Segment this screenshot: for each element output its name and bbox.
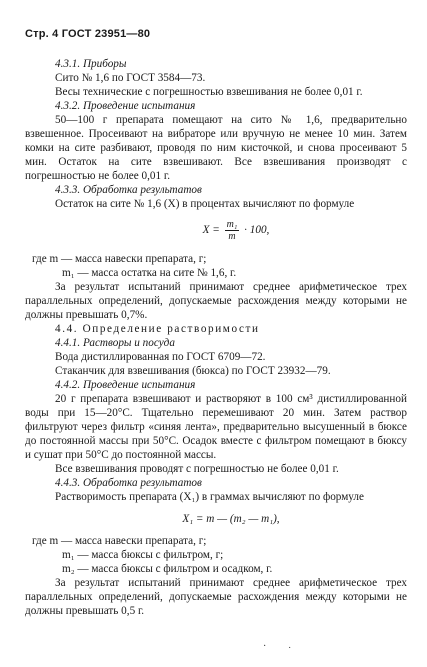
scales-line: Весы технические с погрешностью взвешивания не более 0,01 г. bbox=[55, 86, 363, 98]
section-4-3-1-heading: 4.3.1. Приборы bbox=[55, 58, 127, 70]
section-4-4-2-text: 20 г препарата взвешивают и растворяют в 100 см³ дистиллированной воды при 15—20°С. Тщательно перемешивают 20 мин. Затем раствор фильтруют через фильтр «синяя лента», предварительно высушенный в бюксе до постоянной массы при 50°С. Осадок вместе с фильтром помещают в бюксу и сушат при 50°С до постоянной массы. bbox=[25, 393, 407, 461]
formula-tail: · 100, bbox=[244, 224, 270, 237]
beaker-line: Стаканчик для взвешивания (бюкса) по ГОСТ 23932—79. bbox=[55, 365, 331, 377]
section-4-3-3-intro: Остаток на сите № 1,6 (X) в процентах вычисляют по формуле bbox=[55, 198, 355, 210]
formula-fraction bbox=[225, 219, 240, 242]
section-4-3-2-heading: 4.3.2. Проведение испытания bbox=[55, 100, 196, 112]
section-4-4-heading: 4.4. Определение растворимости bbox=[55, 323, 260, 335]
weighing-line: Все взвешивания проводят с погрешностью не более 0,01 г. bbox=[55, 463, 339, 475]
section-4-4-3-intro: Растворимость препарата (X₁) в граммах вычисляют по формуле bbox=[55, 491, 364, 503]
section-4-4-3-heading: 4.4.3. Обработка результатов bbox=[55, 477, 202, 489]
section-4-4-3-result: За результат испытаний принимают среднее арифметическое трех параллельных определений, допускаемые расхождения между которыми не должны превышать 0,5 г. bbox=[25, 577, 407, 617]
section-4-3-3-result: За результат испытаний принимают среднее арифметическое трех параллельных определений, допускаемые расхождения между которыми не должны превышать 0,7%. bbox=[25, 281, 407, 321]
where-m-line: где m — масса навески препарата, г; bbox=[32, 253, 207, 265]
section-4-4-1-heading: 4.4.1. Растворы и посуда bbox=[55, 337, 175, 349]
page-header: Стр. 4 ГОСТ 23951—80 bbox=[25, 28, 151, 40]
sieve-line: Сито № 1,6 по ГОСТ 3584—73. bbox=[55, 72, 206, 84]
where-m2-line: m₂ — масса бюксы с фильтром и осадком, г. bbox=[62, 563, 273, 575]
where-m1-line: m₁ — масса остатка на сите № 1,6, г. bbox=[62, 267, 237, 279]
section-4-3-3-heading: 4.3.3. Обработка результатов bbox=[55, 184, 202, 196]
scan-speck: · bbox=[263, 641, 267, 652]
document-body bbox=[25, 57, 407, 618]
scan-speck-2: ˙ bbox=[288, 646, 292, 657]
formula-numerator: m₁ bbox=[226, 219, 238, 230]
where-m-line-2: где m — масса навески препарата, г; bbox=[32, 535, 207, 547]
where-m1-line-2: m₁ — масса бюксы с фильтром, г; bbox=[62, 549, 224, 561]
formula-lhs: X = bbox=[202, 224, 220, 237]
formula-solubility: X₁ = m — (m₂ — m₁), bbox=[182, 513, 280, 525]
formula-denominator: m bbox=[228, 231, 236, 242]
formula-residue bbox=[25, 219, 407, 242]
section-4-3-2-text: 50—100 г препарата помещают на сито № 1,6, предварительно взвешенное. Просеивают на вибраторе или вручную не менее 10 мин. Затем комки на сите разбивают, проводя по ним кисточкой, и снова просеивают 5 мин. Остаток на сите взвешивают. Все взвешивания производят с погрешностью не более 0,01 г. bbox=[25, 114, 407, 182]
section-4-4-2-heading: 4.4.2. Проведение испытания bbox=[55, 379, 196, 391]
water-line: Вода дистиллированная по ГОСТ 6709—72. bbox=[55, 351, 266, 363]
